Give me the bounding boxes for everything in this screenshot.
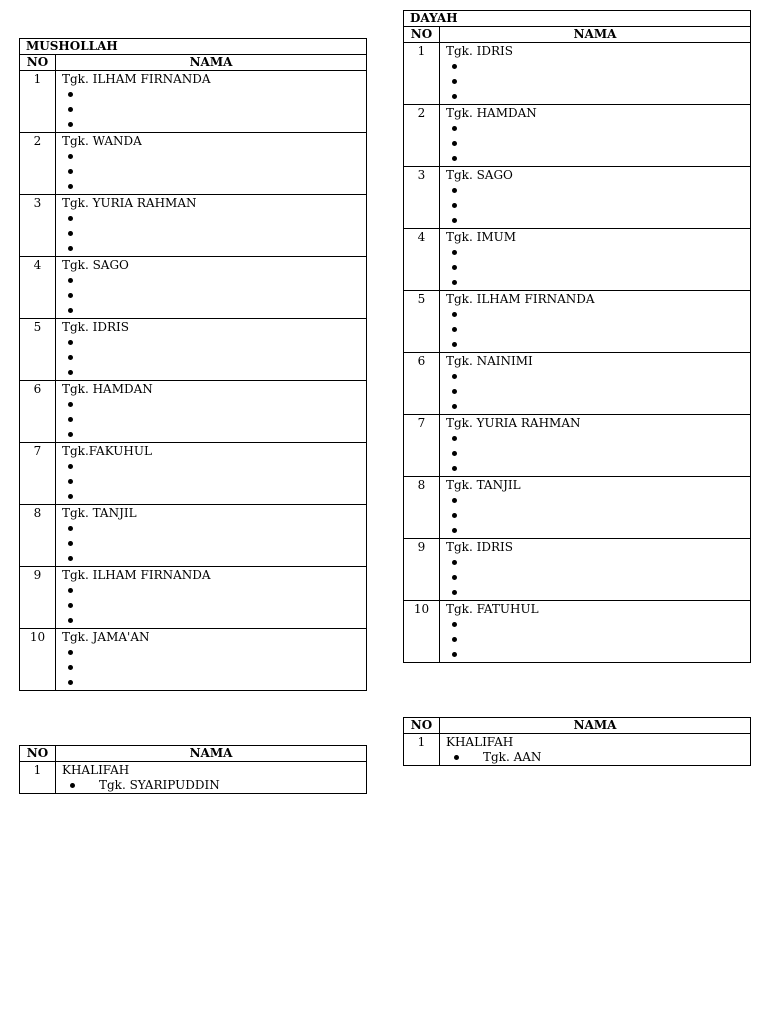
khalifah-right-no: 1 (404, 734, 440, 766)
bullet-icon (68, 308, 73, 313)
row-number: 6 (404, 353, 440, 415)
bullet-icon (68, 588, 73, 593)
bullet-icon (452, 528, 457, 533)
bullet-item (446, 245, 750, 260)
bullet-item (446, 570, 750, 585)
dayah-title: DAYAH (404, 11, 751, 27)
row-number: 1 (20, 71, 56, 133)
table-row (20, 505, 367, 567)
bullet-icon (452, 637, 457, 642)
table-row (20, 629, 367, 691)
musholla-title: MUSHOLLAH (20, 39, 367, 55)
khalifah-right-header-no: NO (404, 718, 440, 734)
table-row (20, 195, 367, 257)
khalifah-right-table (403, 717, 751, 766)
musholla-header-name: NAMA (56, 55, 367, 71)
bullet-item (446, 632, 750, 647)
name-cell (440, 167, 751, 229)
bullet-item (62, 117, 366, 132)
member-name: Tgk. SAGO (446, 168, 513, 182)
bullet-item (62, 102, 366, 117)
bullet-icon (68, 464, 73, 469)
khalifah-left-cell (56, 762, 367, 794)
row-number: 10 (404, 601, 440, 663)
name-cell (440, 291, 751, 353)
bullet-icon (452, 575, 457, 580)
row-number: 4 (20, 257, 56, 319)
row-number: 7 (20, 443, 56, 505)
bullet-item (446, 121, 750, 136)
bullet-icon (68, 184, 73, 189)
bullet-item (446, 136, 750, 151)
bullet-icon (452, 327, 457, 332)
bullet-list (446, 617, 750, 662)
bullet-icon (452, 126, 457, 131)
bullet-icon (68, 526, 73, 531)
bullet-item (62, 412, 366, 427)
member-name: Tgk. HAMDAN (62, 382, 153, 396)
bullet-item (62, 164, 366, 179)
member-name: Tgk. YURIA RAHMAN (446, 416, 581, 430)
bullet-list (62, 645, 366, 690)
bullet-item (446, 399, 750, 414)
bullet-item (62, 365, 366, 380)
row-number: 10 (20, 629, 56, 691)
bullet-item (62, 536, 366, 551)
row-number: 2 (404, 105, 440, 167)
row-number: 8 (404, 477, 440, 539)
bullet-list (62, 335, 366, 380)
name-cell (56, 133, 367, 195)
table-row (404, 229, 751, 291)
table-row (20, 443, 367, 505)
bullet-item (62, 474, 366, 489)
bullet-icon (452, 265, 457, 270)
bullet-icon (452, 404, 457, 409)
bullet-item (446, 508, 750, 523)
bullet-item (446, 89, 750, 104)
bullet-icon (452, 374, 457, 379)
bullet-item (62, 149, 366, 164)
bullet-item (446, 555, 750, 570)
table-row (20, 381, 367, 443)
name-cell (56, 505, 367, 567)
bullet-item (62, 211, 366, 226)
table-row (404, 43, 751, 105)
bullet-item (62, 521, 366, 536)
bullet-item (62, 613, 366, 628)
bullet-item (446, 183, 750, 198)
bullet-list (62, 583, 366, 628)
bullet-icon (68, 340, 73, 345)
bullet-icon (68, 154, 73, 159)
bullet-item (446, 260, 750, 275)
bullet-icon (452, 280, 457, 285)
bullet-icon (68, 122, 73, 127)
bullet-icon (452, 389, 457, 394)
bullet-icon (68, 216, 73, 221)
bullet-item (62, 598, 366, 613)
table-row (20, 71, 367, 133)
row-number: 6 (20, 381, 56, 443)
member-name: Tgk. JAMA'AN (62, 630, 150, 644)
bullet-item (62, 335, 366, 350)
bullet-icon (452, 250, 457, 255)
bullet-item (446, 446, 750, 461)
bullet-item (446, 431, 750, 446)
bullet-list (446, 183, 750, 228)
bullet-icon (452, 436, 457, 441)
bullet-icon (68, 417, 73, 422)
bullet-icon (452, 79, 457, 84)
row-number: 7 (404, 415, 440, 477)
bullet-item (62, 660, 366, 675)
bullet-item (446, 461, 750, 476)
row-number: 5 (404, 291, 440, 353)
name-cell (56, 195, 367, 257)
dayah-header-name: NAMA (440, 27, 751, 43)
khalifah-right-member: Tgk. AAN (483, 750, 542, 764)
member-name: Tgk. ILHAM FIRNANDA (62, 72, 211, 86)
row-number: 1 (404, 43, 440, 105)
musholla-table (19, 38, 367, 691)
member-name: Tgk.FAKUHUL (62, 444, 152, 458)
name-cell (56, 629, 367, 691)
bullet-list (62, 459, 366, 504)
row-number: 4 (404, 229, 440, 291)
bullet-item (62, 350, 366, 365)
bullet-item (446, 213, 750, 228)
table-row (404, 105, 751, 167)
bullet-list (62, 397, 366, 442)
table-row (404, 477, 751, 539)
bullet-icon (452, 64, 457, 69)
bullet-list (446, 493, 750, 538)
member-name: Tgk. ILHAM FIRNANDA (62, 568, 211, 582)
bullet-icon (70, 783, 75, 788)
dayah-rows (404, 43, 751, 663)
khalifah-right-cell (440, 734, 751, 766)
bullet-icon (68, 92, 73, 97)
khalifah-right-member-item (446, 750, 750, 765)
bullet-item (446, 198, 750, 213)
bullet-icon (68, 556, 73, 561)
table-row (404, 353, 751, 415)
bullet-list (62, 521, 366, 566)
bullet-list (446, 59, 750, 104)
khalifah-left-table (19, 745, 367, 794)
row-number: 2 (20, 133, 56, 195)
bullet-item (446, 275, 750, 290)
name-cell (440, 105, 751, 167)
name-cell (56, 443, 367, 505)
bullet-item (446, 74, 750, 89)
bullet-icon (68, 665, 73, 670)
bullet-icon (452, 312, 457, 317)
bullet-item (446, 307, 750, 322)
bullet-item (62, 273, 366, 288)
name-cell (440, 539, 751, 601)
table-row (404, 415, 751, 477)
name-cell (56, 381, 367, 443)
name-cell (440, 477, 751, 539)
bullet-list (62, 273, 366, 318)
bullet-icon (452, 218, 457, 223)
member-name: Tgk. TANJIL (62, 506, 137, 520)
bullet-icon (68, 618, 73, 623)
member-name: Tgk. HAMDAN (446, 106, 537, 120)
bullet-icon (68, 479, 73, 484)
bullet-icon (452, 94, 457, 99)
bullet-list (62, 211, 366, 256)
bullet-item (62, 179, 366, 194)
member-name: Tgk. IDRIS (446, 540, 513, 554)
name-cell (440, 229, 751, 291)
member-name: Tgk. WANDA (62, 134, 142, 148)
bullet-item (446, 384, 750, 399)
member-name: Tgk. NAINIMI (446, 354, 533, 368)
member-name: Tgk. ILHAM FIRNANDA (446, 292, 595, 306)
bullet-icon (452, 590, 457, 595)
bullet-item (446, 585, 750, 600)
bullet-item (62, 241, 366, 256)
khalifah-left-member-item (62, 778, 366, 793)
bullet-icon (452, 156, 457, 161)
bullet-icon (68, 107, 73, 112)
bullet-icon (68, 370, 73, 375)
row-number: 9 (404, 539, 440, 601)
bullet-icon (452, 203, 457, 208)
bullet-item (62, 583, 366, 598)
bullet-icon (68, 494, 73, 499)
bullet-item (446, 337, 750, 352)
bullet-item (446, 523, 750, 538)
khalifah-left-header-name: NAMA (56, 746, 367, 762)
khalifah-left-header-no: NO (20, 746, 56, 762)
member-name: Tgk. SAGO (62, 258, 129, 272)
member-name: Tgk. IMUM (446, 230, 517, 244)
bullet-item (62, 551, 366, 566)
row-number: 8 (20, 505, 56, 567)
member-name: Tgk. TANJIL (446, 478, 521, 492)
bullet-item (62, 87, 366, 102)
member-name: Tgk. IDRIS (62, 320, 129, 334)
bullet-item (62, 459, 366, 474)
bullet-icon (68, 231, 73, 236)
bullet-icon (68, 278, 73, 283)
bullet-icon (452, 188, 457, 193)
bullet-icon (68, 680, 73, 685)
bullet-item (446, 493, 750, 508)
bullet-icon (68, 650, 73, 655)
name-cell (56, 257, 367, 319)
bullet-icon (68, 603, 73, 608)
bullet-list (446, 431, 750, 476)
name-cell (440, 601, 751, 663)
row-number: 5 (20, 319, 56, 381)
bullet-icon (454, 755, 459, 760)
bullet-item (62, 397, 366, 412)
name-cell (440, 43, 751, 105)
member-name: Tgk. FATUHUL (446, 602, 539, 616)
bullet-icon (452, 141, 457, 146)
bullet-item (446, 322, 750, 337)
row-number: 3 (20, 195, 56, 257)
table-row (404, 601, 751, 663)
table-row (20, 133, 367, 195)
bullet-icon (68, 402, 73, 407)
khalifah-left-member: Tgk. SYARIPUDDIN (99, 778, 220, 792)
bullet-item (446, 59, 750, 74)
musholla-header-no: NO (20, 55, 56, 71)
khalifah-right-header-name: NAMA (440, 718, 751, 734)
bullet-item (62, 427, 366, 442)
khalifah-left-no: 1 (20, 762, 56, 794)
member-name: Tgk. YURIA RAHMAN (62, 196, 197, 210)
table-row (404, 539, 751, 601)
bullet-item (62, 645, 366, 660)
bullet-icon (452, 451, 457, 456)
musholla-rows (20, 71, 367, 691)
name-cell (56, 71, 367, 133)
row-number: 9 (20, 567, 56, 629)
table-row (20, 257, 367, 319)
name-cell (56, 319, 367, 381)
bullet-list (62, 87, 366, 132)
bullet-icon (452, 498, 457, 503)
bullet-list (62, 149, 366, 194)
name-cell (440, 415, 751, 477)
bullet-icon (68, 355, 73, 360)
name-cell (440, 353, 751, 415)
bullet-icon (452, 513, 457, 518)
dayah-table (403, 10, 751, 663)
khalifah-right-role: KHALIFAH (446, 735, 514, 749)
bullet-icon (68, 432, 73, 437)
dayah-header-no: NO (404, 27, 440, 43)
bullet-icon (68, 246, 73, 251)
table-row (20, 319, 367, 381)
bullet-item (446, 617, 750, 632)
bullet-icon (68, 293, 73, 298)
bullet-item (62, 675, 366, 690)
bullet-list (446, 555, 750, 600)
bullet-icon (452, 342, 457, 347)
bullet-item (62, 226, 366, 241)
bullet-item (62, 303, 366, 318)
bullet-icon (452, 652, 457, 657)
bullet-icon (452, 560, 457, 565)
bullet-list (446, 245, 750, 290)
khalifah-left-role: KHALIFAH (62, 763, 130, 777)
member-name: Tgk. IDRIS (446, 44, 513, 58)
bullet-list (446, 307, 750, 352)
row-number: 3 (404, 167, 440, 229)
bullet-icon (68, 169, 73, 174)
bullet-list (446, 121, 750, 166)
bullet-icon (452, 622, 457, 627)
bullet-item (446, 151, 750, 166)
table-row (404, 291, 751, 353)
name-cell (56, 567, 367, 629)
bullet-item (446, 647, 750, 662)
table-row (20, 567, 367, 629)
table-row (404, 167, 751, 229)
bullet-icon (452, 466, 457, 471)
bullet-item (62, 288, 366, 303)
bullet-item (62, 489, 366, 504)
bullet-list (446, 369, 750, 414)
bullet-item (446, 369, 750, 384)
bullet-icon (68, 541, 73, 546)
